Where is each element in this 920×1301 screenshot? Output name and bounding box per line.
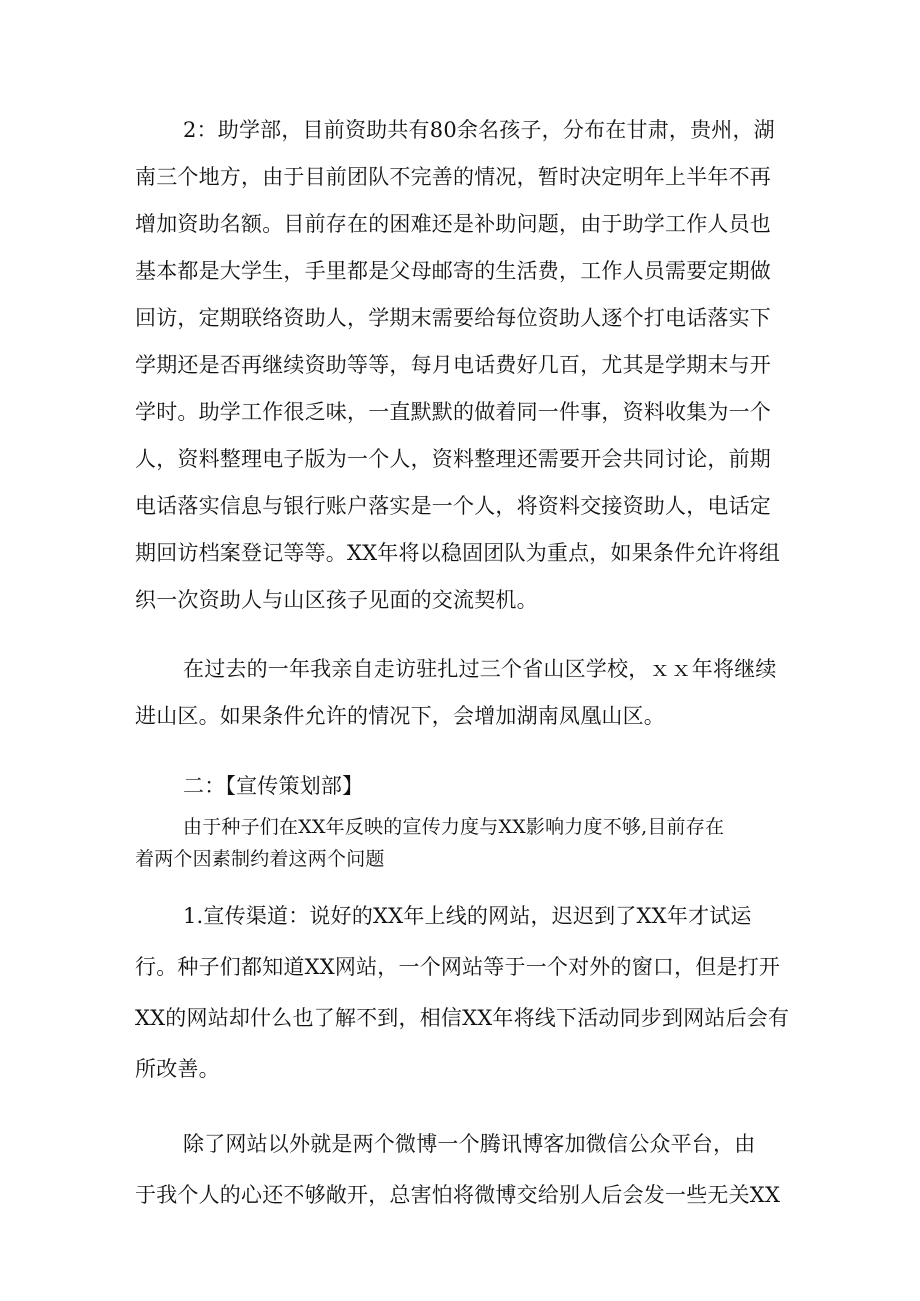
text-line: 进山区。如果条件允许的情况下，会增加湖南凤凰山区。	[135, 704, 665, 728]
text-line: 除了网站以外就是两个微博一个腾讯博客加微信公众平台，由	[183, 1132, 756, 1156]
text-line: 着两个因素制约着这两个问题	[135, 848, 385, 870]
text-line: 电话落实信息与银行账户落实是一个人，将资料交接资助人，电话定	[135, 494, 771, 518]
text-line: XX的网站却什么也了解不到，相信XX年将线下活动同步到网站后会有	[135, 1006, 790, 1030]
text-line: 基本都是大学生，手里都是父母邮寄的生活费，工作人员需要定期做	[135, 259, 771, 283]
text-line: 由于种子们在XX年反映的宣传力度与XX影响力度不够,目前存在	[183, 816, 725, 838]
text-line: 增加资助名额。目前存在的困难还是补助问题，由于助学工作人员也	[135, 212, 771, 236]
text-line: 南三个地方，由于目前团队不完善的情况，暂时决定明年上半年不再	[135, 165, 771, 189]
text-line: 在过去的一年我亲自走访驻扎过三个省山区学校，ｘｘ年将继续	[183, 657, 777, 681]
text-line: 织一次资助人与山区孩子见面的交流契机。	[135, 588, 538, 612]
text-line: 于我个人的心还不够敞开，总害怕将微博交给别人后会发一些无关XX	[135, 1183, 781, 1207]
text-line: 学期还是否再继续资助等等，每月电话费好几百，尤其是学期末与开	[135, 353, 771, 377]
text-line: 学时。助学工作很乏味，一直默默的做着同一件事，资料收集为一个	[135, 400, 771, 424]
text-line: 人，资料整理电子版为一个人，资料整理还需要开会共同讨论，前期	[135, 447, 771, 471]
text-line: 1.宣传渠道：说好的XX年上线的网站，迟迟到了XX年才试运	[183, 904, 752, 928]
text-line: 所改善。	[135, 1057, 220, 1081]
text-line: 2：助学部，目前资助共有80余名孩子，分布在甘肃，贵州，湖	[183, 118, 775, 142]
text-line: 回访，定期联络资助人，学期末需要给每位资助人逐个打电话落实下	[135, 306, 771, 330]
section-heading: 二：【宣传策划部】	[183, 774, 364, 798]
text-line: 期回访档案登记等等。XX年将以稳固团队为重点，如果条件允许将组	[135, 541, 781, 565]
text-line: 行。种子们都知道XX网站，一个网站等于一个对外的窗口，但是打开	[135, 955, 781, 979]
